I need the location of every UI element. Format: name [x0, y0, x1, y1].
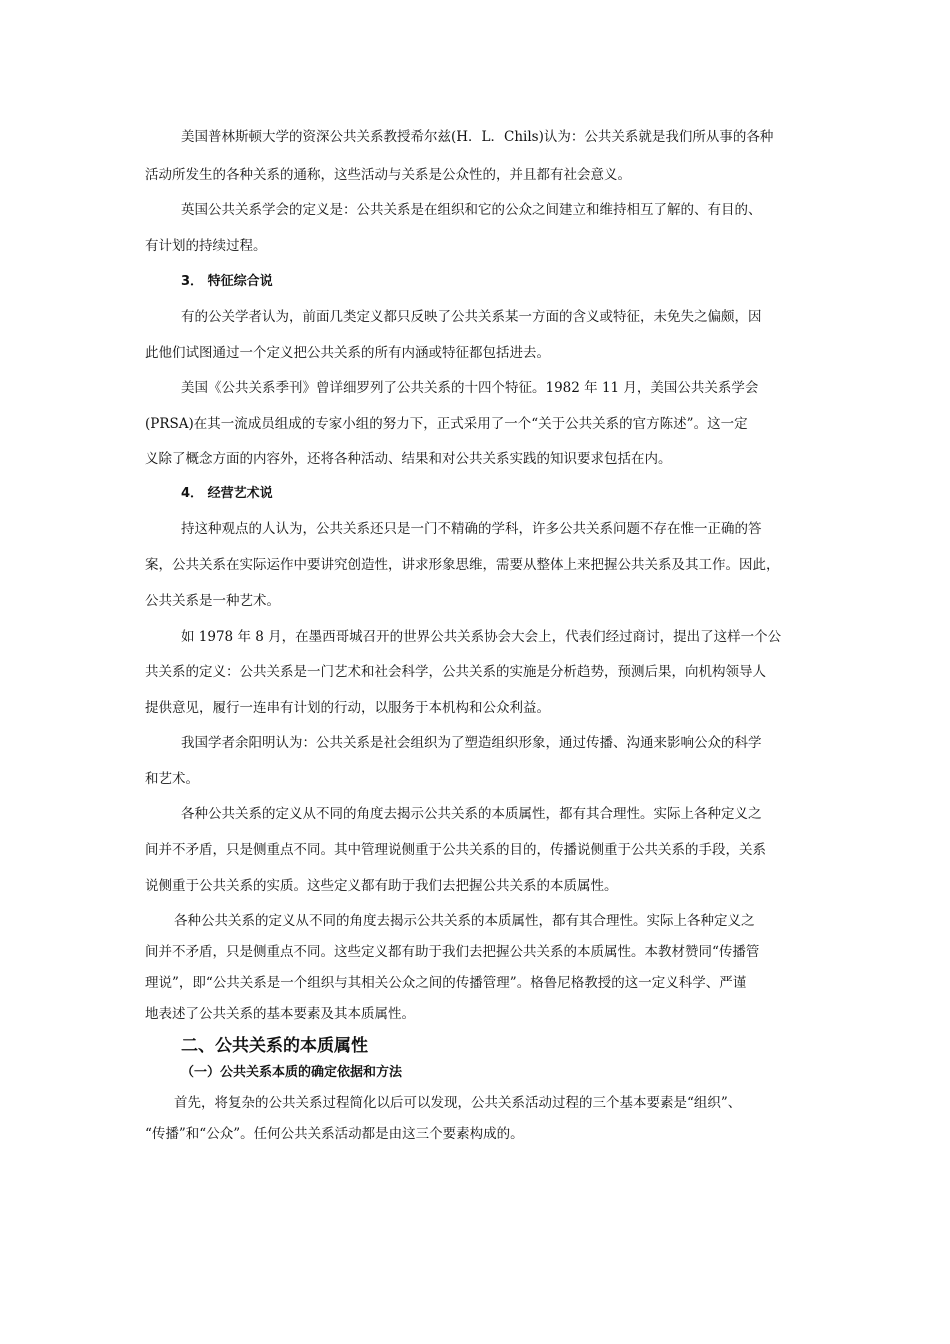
paragraph-line: 义除了概念方面的内容外，还将各种活动、结果和对公共关系实践的知识要求包括在内。 [145, 451, 672, 467]
paragraph-line: 间并不矛盾，只是侧重点不同。这些定义都有助于我们去把握公共关系的本质属性。本教材赞同“传播管 [145, 944, 760, 960]
paragraph-line: (PRSA)在其一流成员组成的专家小组的努力下，正式采用了一个“关于公共关系的官方陈述”。这一定 [145, 416, 748, 432]
paragraph-line: 地表述了公共关系的基本要素及其本质属性。 [145, 1006, 415, 1022]
paragraph-line: 如 1978 年 8 月，在墨西哥城召开的世界公共关系协会大会上，代表们经过商讨，提出了这样一个公 [181, 629, 782, 645]
paragraph-line: 英国公共关系学会的定义是：公共关系是在组织和它的公众之间建立和维持相互了解的、有目的、 [181, 202, 762, 218]
paragraph-line: 间并不矛盾，只是侧重点不同。其中管理说侧重于公共关系的目的，传播说侧重于公共关系的手段，关系 [145, 842, 766, 858]
paragraph-line: 有的公关学者认为，前面几类定义都只反映了公共关系某一方面的含义或特征，未免失之偏颇，因 [181, 309, 762, 325]
paragraph-line: 提供意见，履行一连串有计划的行动，以服务于本机构和公众利益。 [145, 700, 550, 716]
paragraph-line: 共关系的定义：公共关系是一门艺术和社会科学，公共关系的实施是分析趋势，预测后果，向机构领导人 [145, 664, 766, 680]
paragraph-line: 首先，将复杂的公共关系过程简化以后可以发现，公共关系活动过程的三个基本要素是“组织”、 [174, 1095, 742, 1111]
paragraph-line: 美国普林斯顿大学的资深公共关系教授希尔兹(H．L．Chils)认为：公共关系就是我们所从事的各种 [181, 129, 774, 145]
paragraph-line: 有计划的持续过程。 [145, 238, 267, 254]
subsection-heading: （一）公共关系本质的确定依据和方法 [181, 1065, 403, 1080]
paragraph-line: 我国学者余阳明认为：公共关系是社会组织为了塑造组织形象，通过传播、沟通来影响公众的科学 [181, 735, 762, 751]
section-subheading: 4． 经营艺术说 [181, 486, 273, 501]
paragraph-line: 各种公共关系的定义从不同的角度去揭示公共关系的本质属性，都有其合理性。实际上各种定义之 [181, 806, 762, 822]
paragraph-line: 持这种观点的人认为，公共关系还只是一门不精确的学科，许多公共关系问题不存在惟一正确的答 [181, 521, 762, 537]
paragraph-line: 此他们试图通过一个定义把公共关系的所有内涵或特征都包括进去。 [145, 345, 550, 361]
paragraph-line: 和艺术。 [145, 771, 199, 787]
paragraph-line: 案，公共关系在实际运作中要讲究创造性，讲求形象思维，需要从整体上来把握公共关系及其工作。因此， [145, 557, 780, 573]
paragraph-line: 活动所发生的各种关系的通称，这些活动与关系是公众性的，并且都有社会意义。 [145, 167, 631, 183]
paragraph-line: 公共关系是一种艺术。 [145, 593, 280, 609]
section-heading: 二、公共关系的本质属性 [181, 1036, 368, 1056]
section-subheading: 3． 特征综合说 [181, 274, 273, 289]
paragraph-line: 说侧重于公共关系的实质。这些定义都有助于我们去把握公共关系的本质属性。 [145, 878, 618, 894]
paragraph-line: 理说”，即“公共关系是一个组织与其相关公众之间的传播管理”。格鲁尼格教授的这一定义科学、严谨 [145, 975, 747, 991]
paragraph-line: 各种公共关系的定义从不同的角度去揭示公共关系的本质属性，都有其合理性。实际上各种定义之 [174, 913, 755, 929]
paragraph-line: “传播”和“公众”。任何公共关系活动都是由这三个要素构成的。 [145, 1126, 524, 1142]
paragraph-line: 美国《公共关系季刊》曾详细罗列了公共关系的十四个特征。1982 年 11 月，美国公共关系学会 [181, 380, 759, 396]
